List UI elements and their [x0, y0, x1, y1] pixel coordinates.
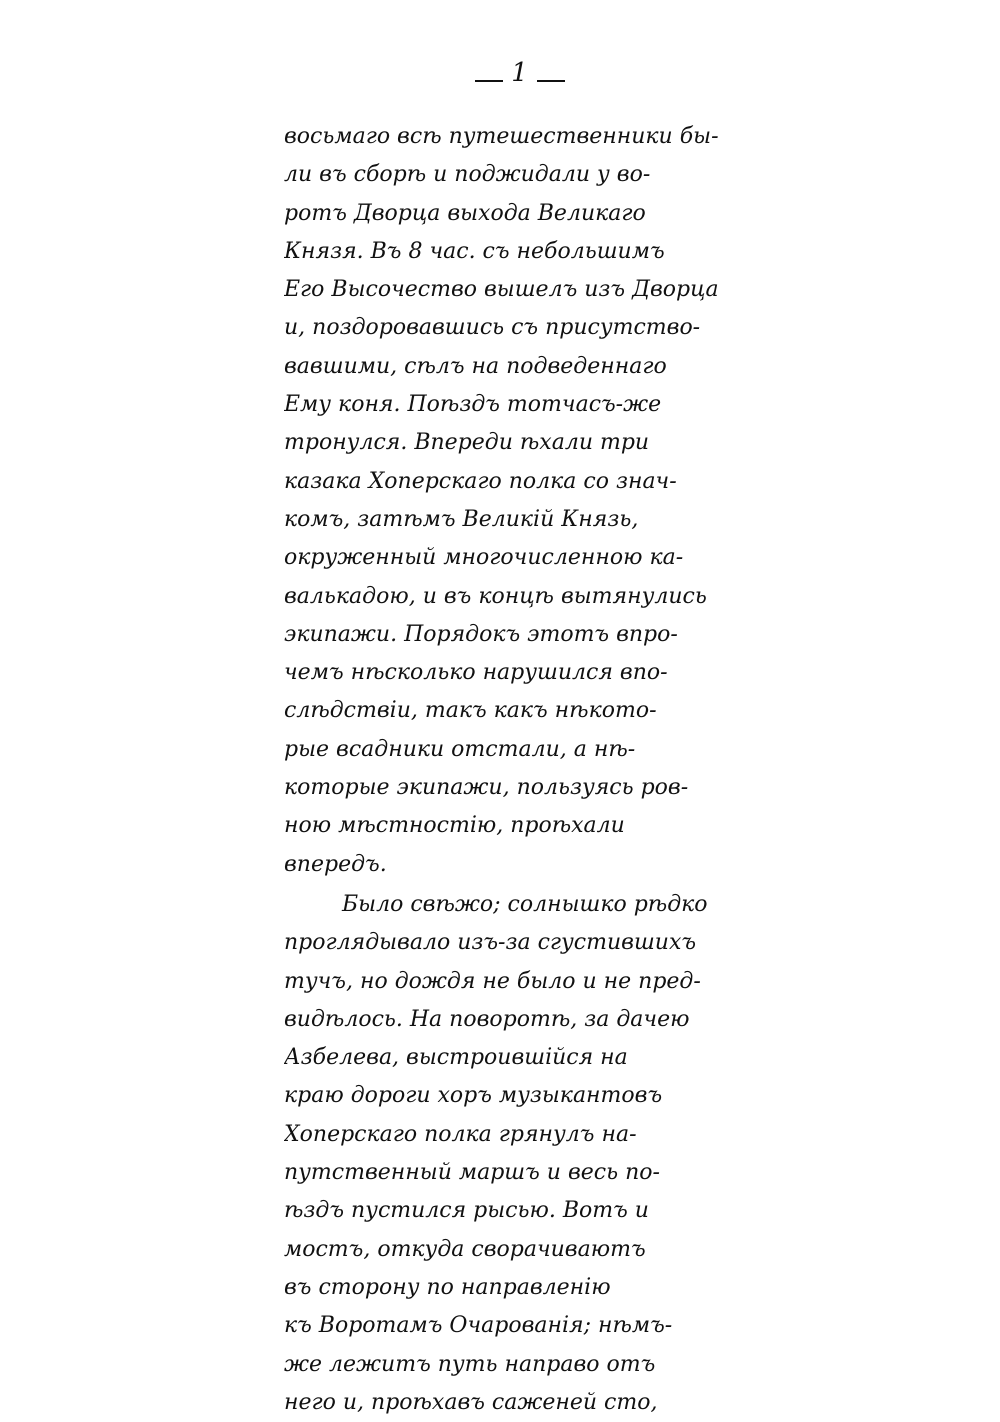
- text-line: ною мѣстностію, проѣхали: [284, 813, 625, 839]
- text-line: которые экипажи, пользуясь ров-: [284, 775, 689, 801]
- text-line: экипажи. Порядокъ этотъ впро-: [284, 621, 678, 647]
- text-line: въ сторону по направленію: [284, 1274, 611, 1300]
- page-number: 1: [475, 58, 565, 88]
- text-line: чемъ нѣсколько нарушился впо-: [284, 660, 668, 686]
- text-line: слѣдствіи, такъ какъ нѣкото-: [284, 698, 657, 724]
- paragraph-2: [284, 886, 784, 1422]
- paragraph-1: [284, 118, 784, 884]
- text-line: комъ, затѣмъ Великій Князь,: [284, 506, 639, 532]
- text-line: тронулся. Впереди ѣхали три: [284, 430, 650, 456]
- text-line: валькадою, и въ концѣ вытянулись: [284, 583, 707, 609]
- text-line: Хоперскаго полка грянулъ на-: [284, 1121, 637, 1147]
- text-line: ѣздъ пустился рысью. Вотъ и: [284, 1198, 649, 1224]
- text-line: ли въ сборѣ и поджидали у во-: [284, 162, 651, 188]
- text-line: Князя. Въ 8 час. съ небольшимъ: [284, 238, 665, 264]
- text-line: краю дороги хоръ музыкантовъ: [284, 1083, 663, 1109]
- text-line: путственный маршъ и весь по-: [284, 1160, 660, 1186]
- text-line: видѣлось. На поворотѣ, за дачею: [284, 1006, 690, 1032]
- text-line: впередъ.: [284, 851, 387, 877]
- text-line: и, поздоровавшись съ присутство-: [284, 315, 701, 341]
- text-line: окруженный многочисленною ка-: [284, 545, 684, 571]
- text-line: восьмаго всѣ путешественники бы-: [284, 124, 719, 149]
- text-line: проглядывало изъ-за сгустившихъ: [284, 930, 697, 956]
- text-line: къ Воротамъ Очарованія; нѣмъ-: [284, 1313, 673, 1339]
- text-line: рые всадники отстали, а нѣ-: [284, 736, 636, 762]
- text-line: вавшими, сѣлъ на подведеннаго: [284, 353, 667, 379]
- text-line: тучъ, но дождя не было и не пред-: [284, 968, 701, 994]
- text-line: мостъ, откуда сворачиваютъ: [284, 1236, 646, 1262]
- text-line: казака Хоперскаго полка со знач-: [284, 468, 677, 494]
- handwritten-text: [284, 118, 784, 1422]
- text-line: же лежитъ путь направо отъ: [284, 1351, 656, 1377]
- text-line: Его Высочество вышелъ изъ Дворца: [284, 277, 719, 303]
- text-line: Было свѣжо; солнышко рѣдко: [342, 891, 708, 917]
- text-line: Ему коня. Поѣздъ тотчасъ-же: [284, 392, 662, 418]
- text-line: ротъ Дворца выхода Великаго: [284, 200, 646, 226]
- text-line: него и, проѣхавъ саженей сто,: [284, 1389, 658, 1415]
- text-line: Азбелева, выстроившійся на: [284, 1045, 628, 1071]
